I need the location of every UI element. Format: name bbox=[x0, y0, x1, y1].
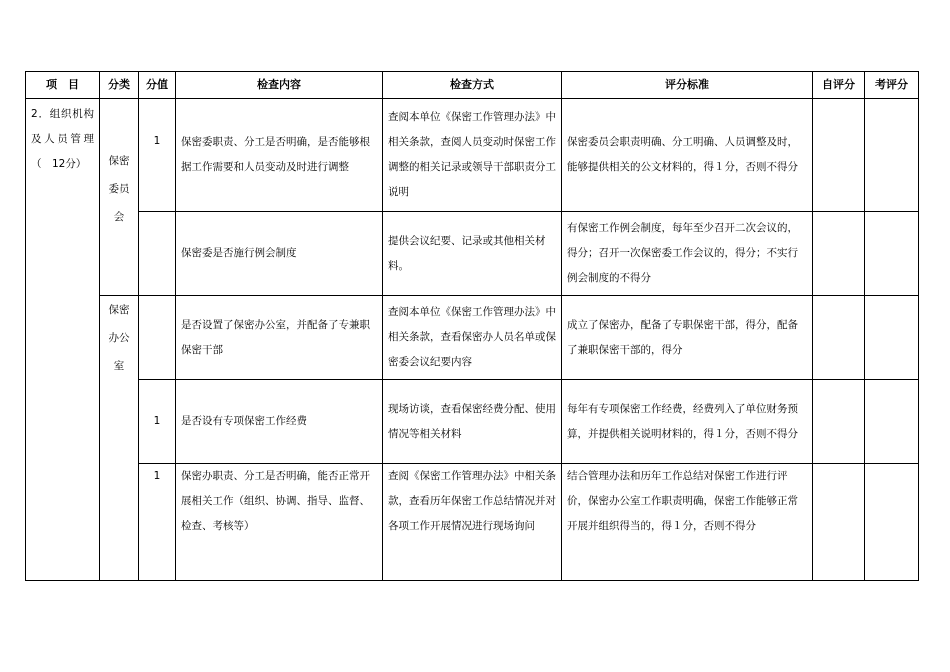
table-row bbox=[26, 212, 919, 296]
row2-exam-score[interactable] bbox=[865, 212, 919, 296]
row5-content: 保密办职责、分工是否明确，能否正常开展相关工作（组织、协调、指导、监督、检查、考核等） bbox=[176, 464, 383, 581]
row1-method: 查阅本单位《保密工作管理办法》中相关条款，查阅人员变动时保密工作调整的相关记录或领导干部职责分工说明 bbox=[383, 99, 562, 212]
header-exam-score: 考评分 bbox=[865, 72, 919, 99]
row3-self-score[interactable] bbox=[813, 296, 865, 380]
header-category: 分类 bbox=[100, 72, 139, 99]
row1-content: 保密委职责、分工是否明确，是否能够根据工作需要和人员变动及时进行调整 bbox=[176, 99, 383, 212]
header-score: 分值 bbox=[139, 72, 176, 99]
table-row bbox=[26, 380, 919, 464]
header-row bbox=[26, 72, 919, 99]
header-content: 检查内容 bbox=[176, 72, 383, 99]
row4-self-score[interactable] bbox=[813, 380, 865, 464]
row5-method: 查阅《保密工作管理办法》中相关条款，查看历年保密工作总结情况并对各项工作开展情况进行现场询问 bbox=[383, 464, 562, 581]
header-self-score: 自评分 bbox=[813, 72, 865, 99]
row3-standard: 成立了保密办，配备了专职保密干部，得分，配备了兼职保密干部的，得分 bbox=[562, 296, 813, 380]
row4-method: 现场访谈，查看保密经费分配、使用情况等相关材料 bbox=[383, 380, 562, 464]
row5-score: 1 bbox=[139, 464, 176, 581]
row3-score bbox=[139, 296, 176, 380]
row3-content: 是否设置了保密办公室，并配备了专兼职保密干部 bbox=[176, 296, 383, 380]
header-item: 项 目 bbox=[26, 72, 100, 99]
header-method: 检查方式 bbox=[383, 72, 562, 99]
row4-score: 1 bbox=[139, 380, 176, 464]
table-row bbox=[26, 99, 919, 212]
row2-method: 提供会议纪要、记录或其他相关材料。 bbox=[383, 212, 562, 296]
table-row bbox=[26, 296, 919, 380]
table-row bbox=[26, 464, 919, 581]
row1-score: 1 bbox=[139, 99, 176, 212]
row2-score bbox=[139, 212, 176, 296]
category-committee bbox=[100, 99, 139, 296]
row4-standard: 每年有专项保密工作经费，经费列入了单位财务预算，并提供相关说明材料的，得１分，否则不得分 bbox=[562, 380, 813, 464]
row2-self-score[interactable] bbox=[813, 212, 865, 296]
row4-exam-score[interactable] bbox=[865, 380, 919, 464]
row4-content: 是否设有专项保密工作经费 bbox=[176, 380, 383, 464]
header-standard: 评分标准 bbox=[562, 72, 813, 99]
row5-standard: 结合管理办法和历年工作总结对保密工作进行评价，保密办公室工作职责明确，保密工作能够正常开展并组织得当的，得１分，否则不得分 bbox=[562, 464, 813, 581]
row1-standard: 保密委员会职责明确、分工明确、人员调整及时，能够提供相关的公文材料的，得１分，否则不得分 bbox=[562, 99, 813, 212]
row2-standard: 有保密工作例会制度，每年至少召开二次会议的，得分；召开一次保密委工作会议的，得分；不实行例会制度的不得分 bbox=[562, 212, 813, 296]
evaluation-table bbox=[25, 71, 919, 581]
row5-self-score[interactable] bbox=[813, 464, 865, 581]
category-committee-label: 保密委员会 bbox=[108, 155, 130, 223]
row5-exam-score[interactable] bbox=[865, 464, 919, 581]
row3-exam-score[interactable] bbox=[865, 296, 919, 380]
item-label: 2．组织机构及人员管理 （ 12分） bbox=[26, 99, 100, 581]
row3-method: 查阅本单位《保密工作管理办法》中相关条款，查看保密办人员名单或保密委会议纪要内容 bbox=[383, 296, 562, 380]
row1-self-score[interactable] bbox=[813, 99, 865, 212]
category-office bbox=[100, 296, 139, 581]
category-office-label: 保密办公室 bbox=[108, 304, 130, 372]
row2-content: 保密委是否施行例会制度 bbox=[176, 212, 383, 296]
row1-exam-score[interactable] bbox=[865, 99, 919, 212]
